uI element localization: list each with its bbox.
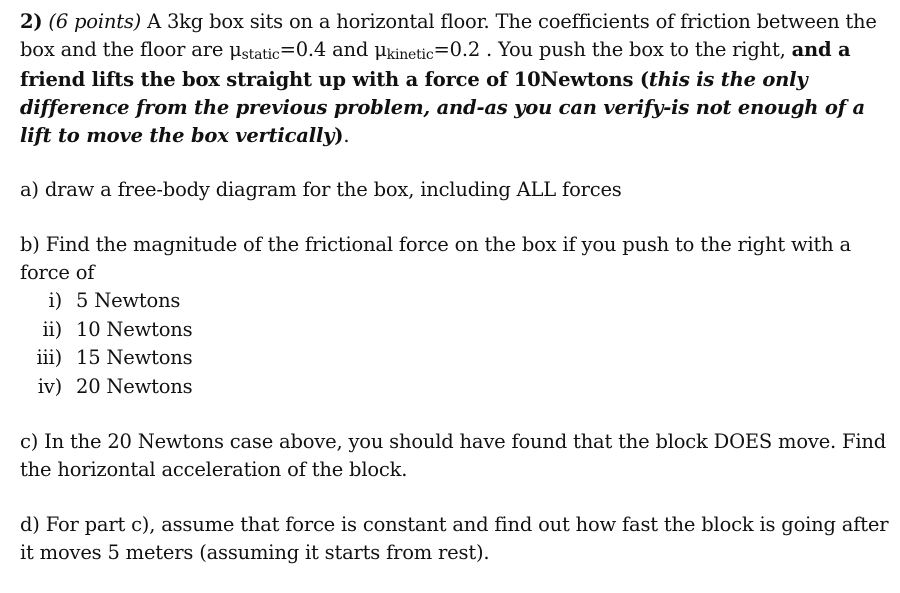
lift-close-paren: ) [334,124,344,147]
mu-static-value: =0.4 and [279,38,375,61]
problem-end: . [343,124,350,147]
mu-kinetic-subscript: kinetic [386,47,434,63]
option-text: 10 Newtons [76,317,193,341]
lift-note: this is the only difference from the previous problem, and-as you can verify-is not enough of a lift to move the box vertically [20,68,865,147]
part-d: d) For part c), assume that force is constant and find out how fast the block is going after it moves 5 meters (assuming it starts from rest). [20,513,889,564]
problem-number: 2) [20,10,43,33]
part-b-option [20,287,890,316]
problem-statement [20,8,890,150]
mu-static-subscript: static [241,47,280,63]
mu-static-symbol: μ [229,38,242,61]
part-c: c) In the 20 Newtons case above, you should have found that the block DOES move. Find the horizontal acceleration of the block. [20,430,887,481]
problem-intro: A 3kg box sits on a horizontal floor. The coefficients of friction between the box and the floor are [20,10,877,61]
part-b: b) Find the magnitude of the frictional force on the box if you push to the right with a force of [20,233,851,284]
mu-kinetic-value: =0.2 . You push the box to the right, [433,38,792,61]
document [20,8,890,567]
part-b-option [20,373,890,402]
option-number: iii) [36,346,62,369]
option-text: 5 Newtons [76,289,181,312]
option-text: 15 Newtons [76,346,193,369]
part-b-option [20,344,890,373]
option-number: ii) [42,317,62,341]
part-b-option [20,316,890,345]
problem-points: (6 points) [48,10,142,33]
option-number: i) [48,289,62,312]
part-a: a) draw a free-body diagram for the box, including ALL forces [20,178,622,201]
option-text: 20 Newtons [76,374,193,398]
lift-statement: and a friend lifts the box straight up with a force of 10Newtons ( [20,38,851,91]
option-number: iv) [37,374,62,398]
mu-kinetic-symbol: μ [374,38,387,61]
part-b-options [20,287,890,401]
